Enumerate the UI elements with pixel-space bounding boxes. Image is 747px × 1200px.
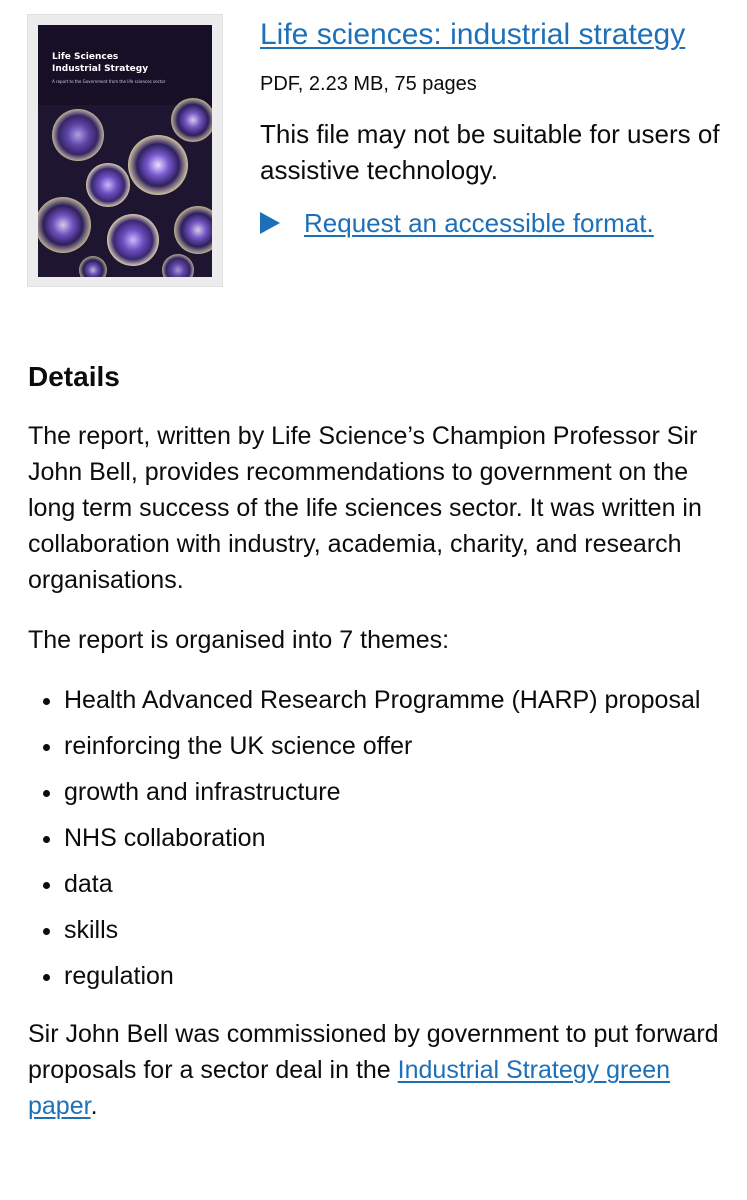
accessibility-warning: This file may not be suitable for users of assistive technology. bbox=[260, 119, 720, 185]
closing-end: . bbox=[90, 1092, 98, 1120]
document-title-link[interactable]: Life sciences: industrial strategy bbox=[260, 18, 686, 51]
accessible-format-toggle[interactable] bbox=[260, 204, 654, 242]
cover-image bbox=[38, 25, 212, 277]
list-item: • NHS collaboration bbox=[64, 820, 728, 856]
document-metadata: PDF, 2.23 MB, 75 pages bbox=[260, 73, 477, 95]
attachment bbox=[0, 0, 747, 300]
disclosure-triangle-icon[interactable] bbox=[260, 212, 280, 234]
industrial-strategy-link[interactable]: Industrial Strategy green paper bbox=[28, 1056, 671, 1120]
list-item: • skills bbox=[64, 912, 728, 948]
closing-paragraph bbox=[28, 1016, 728, 1124]
details-section bbox=[28, 354, 728, 1148]
themes-intro: The report is organised into 7 themes: bbox=[28, 626, 450, 654]
request-accessible-format-link[interactable]: Request an accessible format. bbox=[304, 208, 654, 238]
details-heading: Details bbox=[28, 361, 120, 392]
closing-text: Sir John Bell was commissioned by government to put forward proposals for a sector deal in the bbox=[28, 1020, 719, 1084]
list-item: • regulation bbox=[64, 958, 728, 994]
list-item: • reinforcing the UK science offer bbox=[64, 728, 728, 764]
cover-title-line2: Industrial Strategy bbox=[52, 64, 149, 74]
list-item: • Health Advanced Research Programme (HARP) proposal bbox=[64, 682, 728, 718]
list-item: • data bbox=[64, 866, 728, 902]
list-item: • growth and infrastructure bbox=[64, 774, 728, 810]
cover-title-line1: Life Sciences bbox=[52, 52, 119, 62]
details-intro: The report, written by Life Science’s Champion Professor Sir John Bell, provides recommendations to government on the long term success of the life sciences sector. It was written in collaboration with industry, academia, charity, and research organisations. bbox=[28, 422, 702, 594]
document-thumbnail[interactable] bbox=[27, 14, 223, 287]
themes-list bbox=[28, 682, 728, 994]
cover-subtitle: A report to the Government from the life sciences sector bbox=[52, 79, 166, 84]
